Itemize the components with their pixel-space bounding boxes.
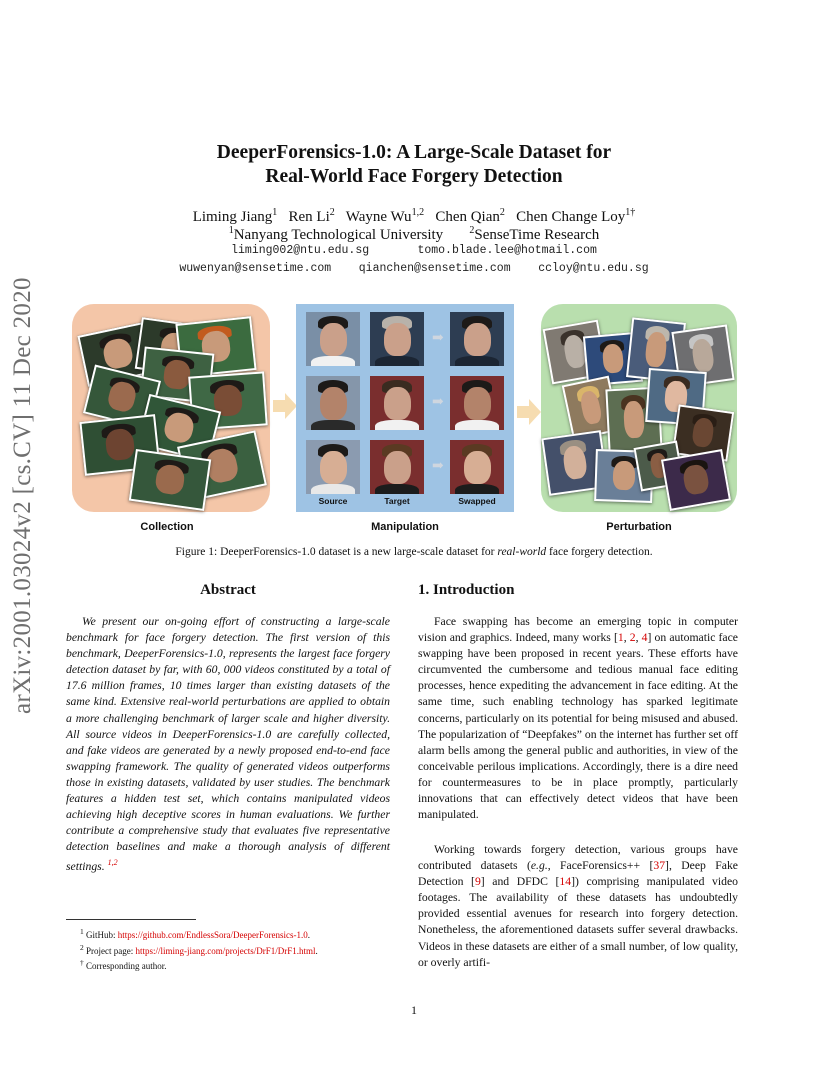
collection-panel	[72, 304, 270, 512]
project-page-link[interactable]: https://liming-jiang.com/projects/DrF1/DrF1.html	[135, 945, 316, 956]
author-affil-mark: 1	[272, 207, 278, 218]
author-affil-mark: 2	[329, 207, 335, 218]
footnote-label: Corresponding author.	[86, 961, 167, 971]
footnote-2	[80, 942, 400, 958]
github-link[interactable]: https://github.com/EndlessSora/DeeperForensics-1.0	[117, 930, 308, 940]
author-name: Chen Qian	[435, 209, 500, 225]
footnote-mark: 1	[80, 927, 84, 936]
email-row-2	[0, 262, 828, 275]
perturbation-panel	[541, 304, 737, 512]
intro-text: ], Deep Fake Detection [	[418, 859, 738, 889]
citation-link[interactable]: 1	[617, 631, 624, 645]
swapped-face-image	[450, 376, 504, 430]
intro-text: , FaceForensics++ [	[547, 859, 654, 873]
column-label-source: Source	[318, 496, 348, 506]
figure-caption	[0, 546, 828, 558]
caption-text: Figure 1: DeeperForensics-1.0 dataset is a new large-scale dataset for	[175, 546, 498, 558]
intro-paragraph-1: Face swapping has become an emerging topic in computer vision and graphics. Indeed, many works [1, 2, 4] on automatic face swapping have been proposed in recent years. These efforts have circumvented the cumbersome and tedious manual face editing processes, hence expediting the advancement in face editing. At the same time, such enabling technology has sparked legitimate concerns, particularly on its potential for being misused and abused. The popularization of “Deepfakes” on the internet has further set off alarm bells among the general public and authorities, in view of the conceivable perilous implications. Accordingly, there is a dire need for countermeasures to be in place promptly, particularly innovations that can effectively detect videos that have been manipulated.	[418, 615, 738, 822]
abstract-footnote-marks: 1,2	[107, 858, 118, 868]
intro-emphasis: e.g.	[530, 859, 548, 873]
paper-title-line-2: Real-World Face Forgery Detection	[265, 166, 563, 187]
abstract-body: We present our on-going effort of constructing a large-scale benchmark for face forgery detection. The first version of this benchmark, DeeperForensics-1.0, represents the largest face forgery detection dataset by far, with 60, 000 videos constituted by a total of 17.6 million frames, 10 times larger than existing datasets of the same kind. Extensive real-world perturbations are applied to obtain a more challenging benchmark of larger scale and higher diversity. All source videos in DeeperForensics-1.0 are carefully collected, and fake videos are generated by a newly proposed end-to-end face swapping framework. The quality of generated videos outperforms those in existing datasets, validated by user studies. The benchmark features a hidden test set, which contains manipulated videos achieving high deceptive scores in human evaluations. We further contribute a comprehensive study that evaluates five representative detection baselines and make a thorough analysis of different settings.	[66, 615, 390, 874]
source-face-image	[306, 440, 360, 494]
stage-label-perturbation: Perturbation	[606, 521, 672, 533]
intro-text: ] and DFDC [	[480, 875, 560, 889]
target-face-image	[370, 376, 424, 430]
email-row-1	[0, 244, 828, 257]
citation-link[interactable]: 14	[559, 875, 572, 889]
author-name: Chen Change Loy	[516, 209, 626, 225]
arrow-icon: ➡	[432, 331, 444, 346]
column-label-swapped: Swapped	[458, 496, 496, 506]
email: wuwenyan@sensetime.com	[179, 262, 332, 275]
swapped-face-image	[450, 440, 504, 494]
arrow-icon: ➡	[432, 459, 444, 474]
footnote-rule	[66, 919, 196, 920]
page-number: 1	[411, 1003, 417, 1017]
affiliation-name: SenseTime Research	[474, 227, 600, 243]
swapped-face-image	[450, 312, 504, 366]
source-face-image	[306, 376, 360, 430]
email: qianchen@sensetime.com	[358, 262, 511, 275]
affiliation-mark: 1	[228, 225, 234, 236]
arxiv-side-stamp: arXiv:2001.03024v2 [cs.CV] 11 Dec 2020	[9, 277, 36, 714]
footnote-mark: 2	[80, 942, 84, 952]
affiliation-name: Nanyang Technological University	[233, 227, 444, 243]
footnote-label: Project page:	[86, 945, 136, 956]
target-face-image	[370, 312, 424, 366]
citation-link[interactable]: 37	[653, 859, 666, 873]
footnote-end: .	[307, 930, 310, 940]
author-name: Liming Jiang	[192, 209, 273, 225]
video-frame	[129, 449, 211, 511]
intro-paragraph-2	[418, 842, 738, 971]
footnote-end: .	[315, 945, 318, 956]
author-affil-mark: 1,2	[411, 207, 425, 218]
citation-link[interactable]: 4	[641, 631, 648, 645]
footnotes	[80, 926, 400, 973]
author-name: Ren Li	[288, 209, 330, 225]
email: liming002@ntu.edu.sg	[231, 244, 370, 257]
caption-text-end: face forgery detection.	[546, 546, 653, 558]
column-label-target: Target	[384, 496, 410, 506]
intro-text: ]) comprising manipulated video footages. The availability of these datasets has undoubtedly provided essential avenues for research into forgery detection. Nonetheless, the aforementioned datasets suffer several drawbacks. Videos in these datasets are either of a small number, of low quality, or overly artifi-	[418, 875, 739, 969]
source-face-image	[306, 312, 360, 366]
footnote-label: GitHub:	[86, 930, 118, 940]
author-affil-mark: 2	[499, 207, 505, 218]
footnote-3	[80, 957, 400, 973]
abstract-heading: Abstract	[200, 582, 256, 598]
citation-link[interactable]: 9	[474, 875, 481, 889]
intro-text: Working towards forgery detection, various groups have contributed datasets (	[418, 843, 738, 873]
citation-link[interactable]: 2	[629, 631, 636, 645]
intro-text: ] on automatic face swapping have been proposed in recent years. These efforts have circumvented the cumbersome and tedious manual face editing processes, hence expediting the advancement in face editing. At the same time, such enabling technology has sparked legitimate concerns, particularly on its potential for being misused and abused. The popularization of “Deepfakes” on the internet has further set off alarm bells among the general public and authorities, in view of the conceivable perilous implications. Accordingly, there is a dire need for countermeasures to be in place promptly, particularly innovations that can effectively detect videos that have been manipulated.	[418, 631, 738, 822]
stage-label-collection: Collection	[140, 521, 194, 533]
author-name: Wayne Wu	[345, 209, 412, 225]
pipeline-arrow-icon	[517, 399, 541, 425]
perturbed-frame	[661, 449, 731, 511]
footnote-1	[80, 926, 400, 942]
affiliation-list	[0, 221, 828, 245]
pipeline-arrow-icon	[273, 393, 297, 419]
arrow-icon: ➡	[432, 395, 444, 410]
footnote-mark: †	[80, 958, 84, 967]
target-face-image	[370, 440, 424, 494]
intro-text: Face swapping has become an emerging topic in computer vision and graphics. Indeed, many works [	[418, 615, 738, 645]
caption-emphasis: real-world	[497, 546, 547, 558]
email: tomo.blade.lee@hotmail.com	[417, 244, 597, 257]
abstract-text	[66, 614, 390, 875]
paper-title-line-1: DeeperForensics-1.0: A Large-Scale Dataset for	[216, 142, 612, 163]
affiliation-mark: 2	[469, 225, 475, 236]
introduction-heading: 1. Introduction	[418, 582, 515, 598]
stage-label-manipulation: Manipulation	[371, 521, 439, 533]
author-affil-mark: 1†	[625, 207, 636, 218]
email: ccloy@ntu.edu.sg	[538, 262, 649, 275]
manipulation-panel	[296, 304, 514, 512]
